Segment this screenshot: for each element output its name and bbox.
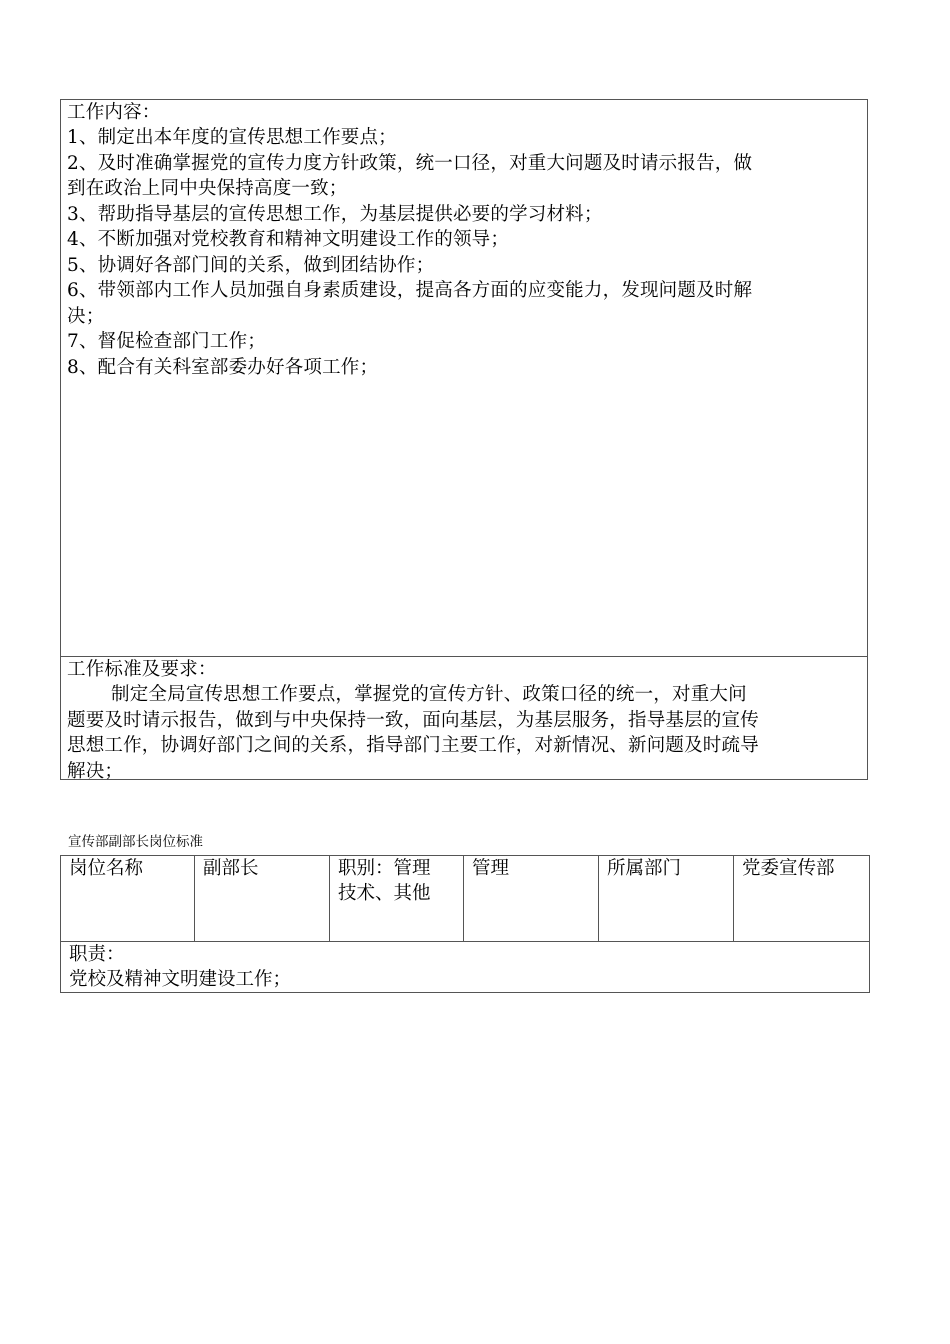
rank-label-line: 职别：管理 xyxy=(338,858,431,879)
work-content-line: 5、协调好各部门间的关系，做到团结协作； xyxy=(67,254,435,276)
section-caption: 宣传部副部长岗位标准 xyxy=(68,834,203,850)
work-content-line: 6、带领部内工作人员加强自身素质建设，提高各方面的应变能力，发现问题及时解 xyxy=(67,280,753,301)
duty-cell xyxy=(61,942,870,993)
work-standard-line: 制定全局宣传思想工作要点，掌握党的宣传方针、政策口径的统一，对重大问 xyxy=(111,684,747,705)
department-label: 所属部门 xyxy=(599,856,734,942)
department-value: 党委宣传部 xyxy=(734,856,870,942)
work-content-line: 7、督促检查部门工作； xyxy=(67,331,266,352)
work-content-line: 8、配合有关科室部委办好各项工作； xyxy=(67,356,379,378)
work-standard-line: 思想工作，协调好部门之间的关系，指导部门主要工作，对新情况、新问题及时疏导 xyxy=(67,735,759,756)
work-content-heading: 工作内容： xyxy=(67,102,161,123)
post-standard-table xyxy=(60,855,870,993)
duty-text: 党校及精神文明建设工作； xyxy=(69,969,292,990)
post-header-row xyxy=(61,856,870,942)
rank-label xyxy=(330,856,464,942)
work-content-section xyxy=(60,99,868,656)
work-content-line: 到在政治上同中央保持高度一致； xyxy=(67,178,348,199)
rank-value: 管理 xyxy=(464,856,599,942)
work-content-line: 决； xyxy=(67,305,105,327)
work-content-line: 3、帮助指导基层的宣传思想工作，为基层提供必要的学习材料； xyxy=(67,203,603,225)
duty-label: 职责： xyxy=(69,944,125,965)
work-content-line: 2、及时准确掌握党的宣传力度方针政策，统一口径，对重大问题及时请示报告，做 xyxy=(67,152,753,174)
work-standard-heading: 工作标准及要求： xyxy=(67,659,217,680)
work-standard-section xyxy=(60,656,868,780)
work-standard-line: 解决； xyxy=(67,760,124,782)
work-standard-line: 题要及时请示报告，做到与中央保持一致，面向基层，为基层服务，指导基层的宣传 xyxy=(67,709,759,731)
work-content-line: 1、制定出本年度的宣传思想工作要点； xyxy=(67,127,397,148)
duty-row xyxy=(61,942,870,993)
work-content-line: 4、不断加强对党校教育和精神文明建设工作的领导； xyxy=(67,229,510,250)
rank-label-line: 技术、其他 xyxy=(338,883,431,904)
post-name-value: 副部长 xyxy=(195,856,330,942)
post-name-label: 岗位名称 xyxy=(61,856,195,942)
